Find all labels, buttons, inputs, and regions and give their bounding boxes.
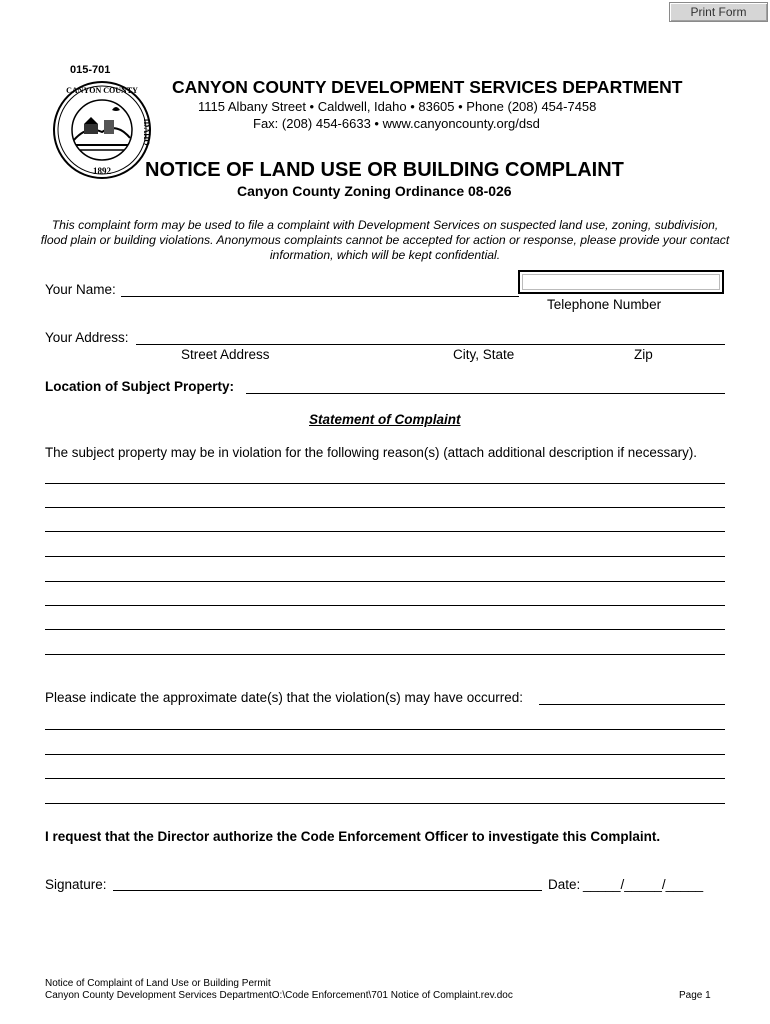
page-number: Page 1 — [679, 990, 711, 1001]
telephone-field[interactable] — [518, 270, 724, 294]
reason-prompt: The subject property may be in violation for the following reason(s) (attach additional description if necessary). — [45, 445, 698, 460]
department-address: 1115 Albany Street • Caldwell, Idaho • 83605 • Phone (208) 454-7458 — [198, 99, 597, 114]
zip-caption: Zip — [634, 347, 653, 362]
form-subtitle: Canyon County Zoning Ordinance 08-026 — [237, 183, 512, 199]
footer-title: Notice of Complaint of Land Use or Building Permit — [45, 978, 271, 989]
reason-line[interactable] — [45, 483, 725, 484]
request-statement: I request that the Director authorize the Code Enforcement Officer to investigate this Complaint. — [45, 829, 661, 844]
address-field[interactable] — [136, 344, 725, 345]
telephone-caption: Telephone Number — [547, 297, 662, 312]
svg-text:CANYON COUNTY: CANYON COUNTY — [66, 86, 138, 95]
name-label: Your Name: — [45, 282, 116, 297]
reason-line[interactable] — [45, 605, 725, 606]
department-contact: Fax: (208) 454-6633 • www.canyoncounty.org/dsd — [253, 116, 540, 131]
location-label: Location of Subject Property: — [45, 379, 235, 394]
seal-year: 1892 — [93, 166, 111, 176]
signature-date-label: Date: — [548, 877, 581, 892]
date-field[interactable] — [539, 704, 725, 705]
statement-heading: Statement of Complaint — [309, 412, 461, 427]
date-line[interactable] — [45, 754, 725, 755]
reason-line[interactable] — [45, 654, 725, 655]
reason-line[interactable] — [45, 507, 725, 508]
date-line[interactable] — [45, 729, 725, 730]
reason-line[interactable] — [45, 556, 725, 557]
street-caption: Street Address — [181, 347, 270, 362]
footer-path: Canyon County Development Services DepartmentO:\Code Enforcement\701 Notice of Complaint.rev.doc — [45, 990, 513, 1001]
reason-line[interactable] — [45, 531, 725, 532]
county-seal-icon — [52, 80, 152, 180]
name-field[interactable] — [121, 296, 519, 297]
intro-text: This complaint form may be used to file a complaint with Development Services on suspected land use, zoning, subdivision, flood plain or building violations. Anonymous complaints cannot be accepted for action or response, please provide your contact information, which will be kept confidential. — [40, 218, 730, 262]
city-caption: City, State — [453, 347, 515, 362]
reason-line[interactable] — [45, 629, 725, 630]
signature-field[interactable] — [113, 890, 542, 891]
svg-text:IDAHO: IDAHO — [142, 118, 151, 146]
date-line[interactable] — [45, 778, 725, 779]
department-name: CANYON COUNTY DEVELOPMENT SERVICES DEPARTMENT — [172, 77, 683, 97]
address-label: Your Address: — [45, 330, 129, 345]
date-line[interactable] — [45, 803, 725, 804]
signature-date-field[interactable]: _____/_____/_____ — [583, 877, 704, 892]
signature-label: Signature: — [45, 877, 107, 892]
reason-line[interactable] — [45, 581, 725, 582]
form-number: 015-701 — [70, 64, 111, 76]
print-form-button[interactable]: Print Form — [669, 2, 768, 22]
form-title: NOTICE OF LAND USE OR BUILDING COMPLAINT — [145, 159, 624, 181]
location-field[interactable] — [246, 393, 725, 394]
date-prompt: Please indicate the approximate date(s) that the violation(s) may have occurred: — [45, 690, 523, 705]
